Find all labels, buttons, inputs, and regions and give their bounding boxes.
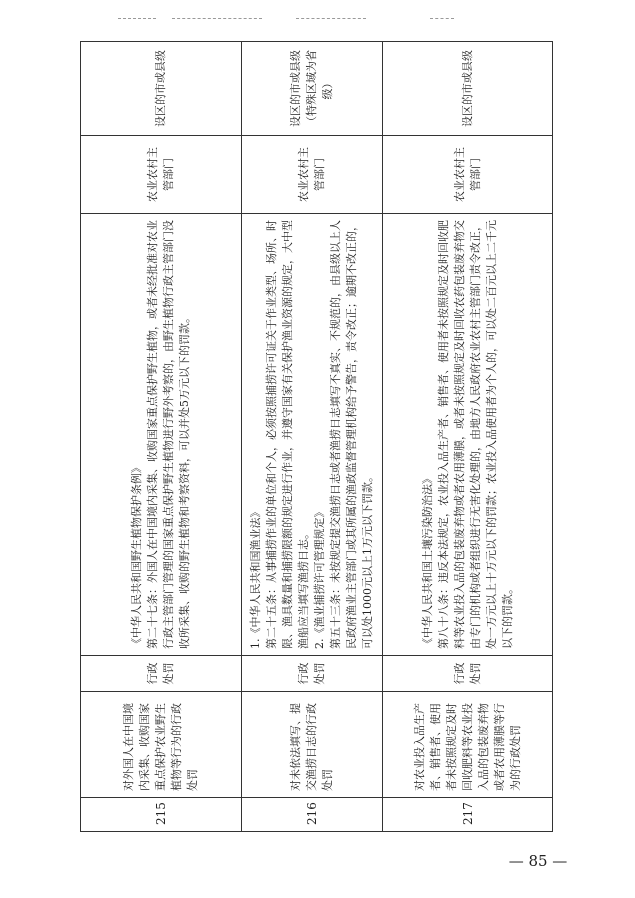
item-name: 对农业投入品生产者、销售者、使用者未按照规定及时回收肥料等农业投入品的包装废弃物或者农用薄膜等行为的行政处罚 — [383, 692, 553, 798]
department: 农业农村主管部门 — [242, 136, 383, 214]
department: 农业农村主管部门 — [81, 136, 242, 214]
row-number: 217 — [383, 798, 553, 832]
basis-line: 第八十八条：违反本法规定，农业投入品生产者、销售者、使用者未按照规定及时回收肥料等农业投入品的包装废弃物或者农用薄膜，或者未按照规定及时回收农药包装废弃物交由专门的机构或者组织进行无害化处理的，由地方人民政府农业农村主管部门责令改正，处一万元以上十万元以下的罚款；农业投入品使用者为个人的，可以处二百元以上二千元以下的罚款。 — [436, 220, 514, 649]
header-dash-1 — [118, 18, 156, 20]
rotated-page — [80, 42, 552, 832]
table-row — [383, 42, 553, 832]
department: 农业农村主管部门 — [383, 136, 553, 214]
level: 设区的市或县级 — [383, 42, 553, 136]
legal-basis — [383, 214, 553, 656]
item-name: 对未依法填写、提交渔捞日志的行政处罚 — [242, 692, 383, 798]
header-dash-3 — [296, 18, 366, 20]
basis-line: 第五十三条：未按规定提交渔捞日志或者渔捞日志填写不真实、不规范的，由县级以上人民政府渔业主管部门或其所属的渔政监督管理机构给予警告，责令改正；逾期不改正的，可以处1000元以上1万元以下罚款。 — [329, 220, 374, 649]
legal-basis — [81, 214, 242, 656]
table-row — [81, 42, 242, 832]
legal-basis — [242, 214, 383, 656]
category: 行政处罚 — [383, 656, 553, 692]
basis-line: 2.《渔业捕捞许可管理规定》 — [313, 506, 326, 649]
basis-line: 第二十五条：从事捕捞作业的单位和个人，必须按照捕捞许可证关于作业类型、场所、时限、渔具数量和捕捞限额的规定进行作业，并遵守国家有关保护渔业资源的规定，大中型渔船应当填写渔捞日志。 — [265, 220, 310, 649]
table-row — [242, 42, 383, 832]
level: 设区的市或县级 — [81, 42, 242, 136]
basis-line: 1.《中华人民共和国渔业法》 — [249, 506, 262, 649]
header-dash-2 — [172, 18, 262, 20]
category: 行政处罚 — [81, 656, 242, 692]
row-number: 215 — [81, 798, 242, 832]
item-name: 对外国人在中国境内采集、收购国家重点保护农业野生植物等行为的行政处罚 — [81, 692, 242, 798]
row-number: 216 — [242, 798, 383, 832]
header-dash-4 — [430, 18, 454, 20]
basis-line: 《中华人民共和国野生植物保护条例》 — [130, 462, 143, 649]
level: 设区的市或县级（特殊区域为省级） — [242, 42, 383, 136]
category: 行政处罚 — [242, 656, 383, 692]
basis-line: 第二十七条：外国人在中国境内采集、收购国家重点保护野生植物，或者未经批准对农业行政主管部门管理的国家重点保护野生植物进行野外考察的，由野生植物行政主管部门没收所采集、收购的野生植物和考察资料，可以并处5万元以下的罚款。 — [146, 220, 191, 649]
basis-line: 《中华人民共和国土壤污染防治法》 — [420, 473, 434, 649]
page-number: — 85 — — [508, 852, 568, 870]
regulation-table — [80, 41, 553, 832]
